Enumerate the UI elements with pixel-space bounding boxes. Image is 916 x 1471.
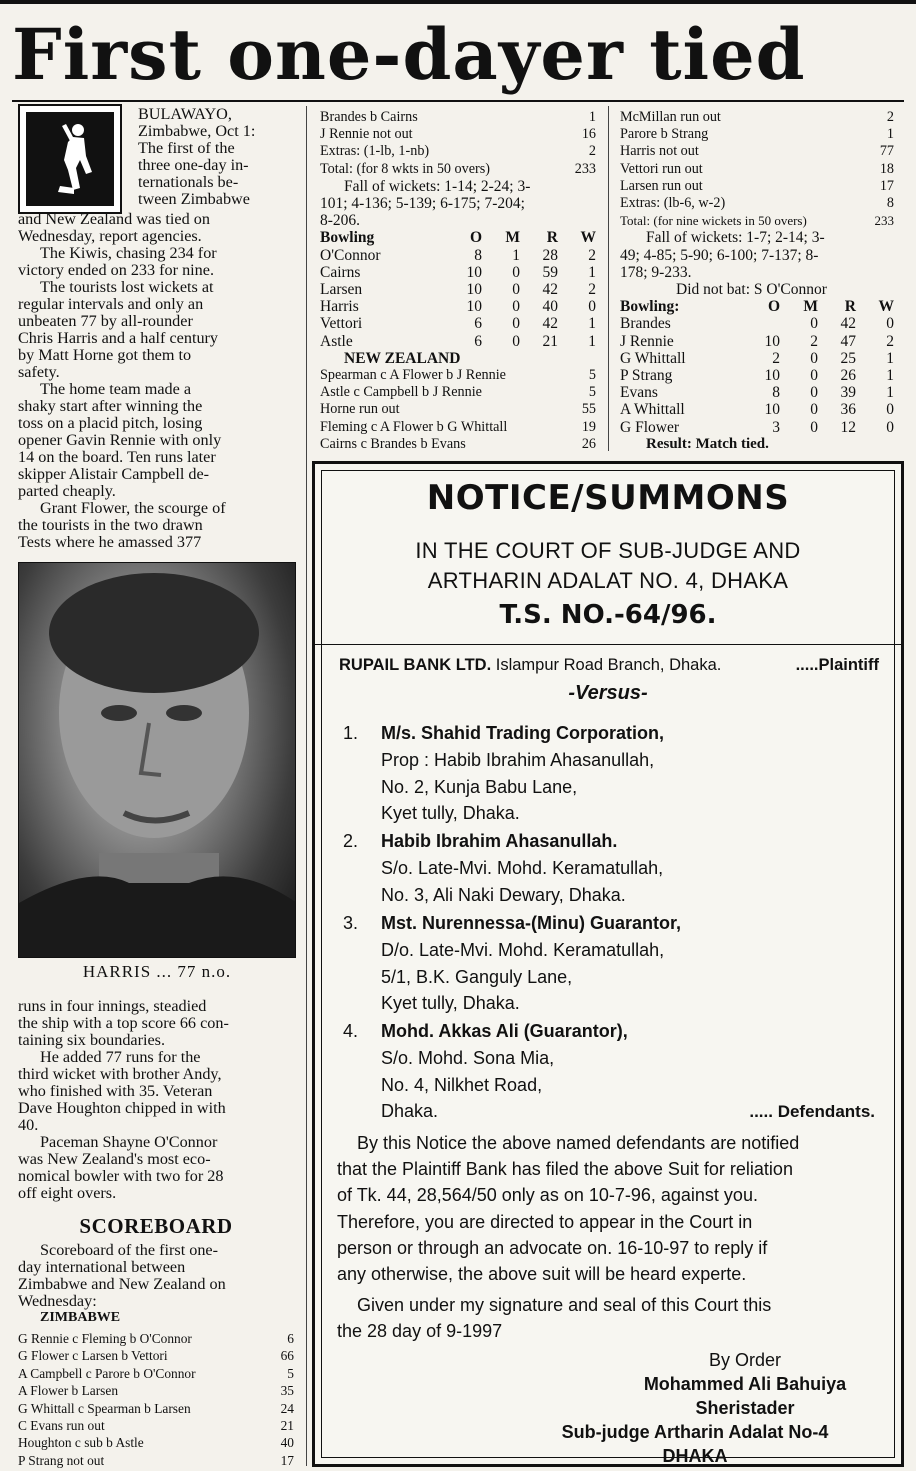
maidens: 2 [810,332,818,350]
batter-runs: 1 [588,109,596,125]
defendant-name: Mohd. Akkas Ali (Guarantor), [381,1021,628,1041]
article-line: He added 77 runs for the [40,1049,201,1066]
plaintiff-address: Islampur Road Branch, Dhaka. [491,656,722,674]
bowling-row [620,333,894,350]
defendant-line: S/o. Late-Mvi. Mohd. Keramatullah, [381,857,664,878]
overs: 6 [474,315,482,333]
article-line: day international between [18,1259,186,1276]
bowler-name: A Whittall [620,401,685,419]
batter-name: McMillan run out [620,109,721,125]
scoreboard-column-2 [320,109,596,453]
given-line: the 28 day of 9-1997 [337,1321,503,1342]
article-line: by Matt Horne got them to [18,347,192,364]
batter-name: Parore b Strang [620,126,709,143]
runs: 40 [542,298,558,316]
article-line: 40. [18,1117,39,1134]
maidens: 0 [512,263,520,281]
notice-body-line: of Tk. 44, 28,564/50 only as on 10-7-96, against you. [337,1185,758,1206]
batting-row [18,1400,294,1417]
signature-block [615,1348,875,1420]
defendant-number: 3. [343,913,359,933]
bowling-row [320,315,596,332]
defendant-number: 4. [343,1021,359,1041]
batter-runs: 21 [280,1418,294,1434]
notice-body-line: Therefore, you are directed to appear in the Court in [337,1211,753,1232]
total-runs: 233 [874,213,894,229]
batter-runs: 2 [886,109,894,125]
fall-of-wickets: Fall of wickets: 1-14; 2-24; 3- [344,177,531,195]
article-line: the ship with a top score 66 con- [18,1015,229,1032]
notice-body-line: person or through an advocate on. 16-10-97 to reply if [337,1237,768,1258]
batter-runs: 35 [280,1383,294,1399]
overs: 2 [772,349,780,367]
article-line: 14 on the board. Ten runs later [18,449,216,466]
maidens: 0 [512,281,520,299]
article-line: regular intervals and only an [18,296,204,313]
batter-name: Harris not out [620,143,699,160]
batter-runs: 1 [886,126,894,143]
bowling-row [320,298,596,315]
defendant-line: No. 3, Ali Naki Dewary, Dhaka. [381,884,626,905]
scoreboard-intro [18,1242,294,1310]
article-line: skipper Alistair Campbell de- [18,466,210,483]
bowling-row [320,247,596,264]
batter-runs: 24 [280,1400,294,1416]
dateline-line: The first of the [138,139,235,157]
notice-divider [315,644,901,645]
dateline-line: Zimbabwe, Oct 1: [138,122,256,140]
runs: 39 [840,384,856,402]
overs: 10 [466,281,482,299]
batter-name: G Whittall c Spearman b Larsen [18,1400,191,1416]
batter-runs: 19 [581,418,596,435]
cricket-logo-box [26,112,114,206]
runs: 42 [542,281,558,299]
batter-runs: 6 [287,1331,294,1346]
batting-row [18,1434,294,1451]
headline-rule [12,100,904,102]
runs: 59 [542,263,558,281]
bowler-name: Evans [620,384,658,402]
defendant-line: S/o. Mohd. Sona Mia, [381,1047,555,1068]
headline: First one-dayer tied [12,13,806,96]
wickets: 1 [588,332,596,350]
runs: 28 [542,246,558,264]
overs: 6 [474,332,482,350]
article-body-top [18,211,294,551]
article-line: taining six boundaries. [18,1032,166,1049]
bowling-row [620,419,894,436]
batting-row [320,419,596,436]
defendant-line: No. 2, Kunja Babu Lane, [381,776,578,797]
bowling-header-row [320,229,596,246]
overs: 10 [466,263,482,281]
bowler-name: Brandes [620,315,671,333]
wickets: 1 [886,384,894,402]
bowling-row [320,264,596,281]
article-line: The tourists lost wickets at [40,279,214,296]
runs: 25 [840,349,856,367]
defendant-number: 1. [343,723,359,743]
maidens: 0 [512,315,520,333]
versus: -Versus- [568,682,648,704]
article-line: Grant Flower, the scourge of [40,500,226,517]
batter-runs: 17 [879,177,894,194]
bowling-row [620,367,894,384]
article-line: third wicket with brother Andy, [18,1066,222,1083]
notice-body-line: any otherwise, the above suit will be heard experte. [337,1264,747,1285]
article-line: Scoreboard of the first one- [40,1242,218,1259]
article-line: parted cheaply. [18,483,116,500]
new-zealand-heading: NEW ZEALAND [344,349,461,367]
extras-runs: 8 [886,195,894,212]
court-name-line-2: ARTHARIN ADALAT NO. 4, DHAKA [427,568,789,593]
defendant-line: Dhaka. [381,1101,439,1122]
case-number: T.S. NO.-64/96. [499,600,717,630]
article-body-bottom [18,998,294,1202]
maidens: 0 [810,349,818,367]
column-divider [306,106,307,1466]
column-divider [608,106,609,451]
dateline-line: three one-day in- [138,156,249,174]
defendant-lines [381,720,881,827]
maidens: 0 [810,384,818,402]
wickets: 1 [588,263,596,281]
bowling-header: W [878,298,894,316]
batter-name: A Campbell c Parore b O'Connor [18,1365,196,1381]
fall-of-wickets: 8-206. [320,212,361,230]
batter-name: Vettori run out [620,160,703,177]
defendant-line: Prop : Habib Ibrahim Ahasanullah, [381,749,655,770]
maidens: 0 [810,367,818,385]
overs: 10 [764,367,780,385]
batter-name: Larsen run out [620,177,703,194]
dateline-line: BULAWAYO, [138,105,232,123]
bowling-header: O [469,229,482,247]
bowler-name: G Whittall [620,349,686,367]
defendant-line: D/o. Late-Mvi. Mohd. Keramatullah, [381,939,665,960]
overs: 10 [466,298,482,316]
batter-name: Cairns c Brandes b Evans [320,435,466,452]
batter-runs: 18 [879,160,894,177]
bowler-name: P Strang [620,367,673,385]
defendants-label: ..... Defendants. [749,1102,875,1121]
zimbabwe-bowling-table [320,229,596,349]
bowling-header: Bowling [320,229,375,247]
runs: 42 [542,315,558,333]
zimbabwe-batting-top [18,1330,294,1469]
batsman-icon [40,120,104,200]
article-line: toss on a placid pitch, losing [18,415,203,432]
batter-runs: 77 [879,143,894,160]
bowling-header: Bowling: [620,298,680,316]
defendant-lines [381,828,881,908]
fall-of-wickets: 49; 4-85; 5-90; 6-100; 7-137; 8- [620,246,819,264]
batter-runs: 5 [588,367,596,384]
bowler-name: J Rennie [620,332,674,350]
fall-of-wickets: 178; 9-233. [620,263,692,281]
runs: 12 [840,418,856,436]
defendant-lines [381,910,881,1017]
defendant-name: M/s. Shahid Trading Corporation, [381,723,665,743]
batter-runs: 55 [581,401,596,418]
plaintiff [339,656,721,675]
bowling-header: R [844,298,856,316]
article-line: and New Zealand was tied on [18,211,210,228]
batting-row [620,178,894,195]
extras: Extras: (lb-6, w-2) [620,195,726,212]
dateline-paragraph [138,106,294,208]
batting-row [320,126,596,143]
wickets: 0 [886,315,894,333]
bowling-header-row [620,298,894,315]
batting-row [320,401,596,418]
runs: 36 [840,401,856,419]
batting-row [320,143,596,160]
article-line: safety. [18,364,60,381]
overs: 8 [772,384,780,402]
notice-title: NOTICE/SUMMONS [426,478,790,518]
defendant-line: No. 4, Nilkhet Road, [381,1074,543,1095]
wickets: 1 [886,367,894,385]
court-notice [312,461,904,1467]
harris-photo [18,562,296,958]
overs: 10 [764,332,780,350]
bowler-name: G Flower [620,418,679,436]
dateline-line: ternationals be- [138,173,239,191]
fall-of-wickets: 101; 4-136; 5-139; 6-175; 7-204; [320,195,525,213]
defendant-line: Kyet tully, Dhaka. [381,803,520,824]
batter-name: J Rennie not out [320,126,413,143]
article-line: The Kiwis, chasing 234 for [40,245,217,262]
notice-given [337,1292,875,1344]
photo-caption: HARRIS ... 77 n.o. [82,962,232,981]
article-line: Chris Harris and a half century [18,330,219,347]
court-city: DHAKA [662,1446,728,1466]
runs: 21 [542,332,558,350]
batting-row [320,436,596,453]
article-line: was New Zealand's most eco- [18,1151,211,1168]
maidens: 0 [810,401,818,419]
total: Total: (for nine wickets in 50 overs) [620,213,807,229]
bowling-row [620,401,894,418]
notice-body-line: that the Plaintiff Bank has filed the above Suit for reliation [337,1159,793,1180]
batting-row [620,109,894,126]
batting-row [620,212,894,229]
batting-row [18,1382,294,1399]
bowling-row [320,281,596,298]
maidens: 0 [512,298,520,316]
batter-name: Houghton c sub b Astle [18,1435,144,1451]
bowler-name: Larsen [320,281,363,299]
batter-name: P Strang not out [18,1452,105,1468]
bowler-name: Harris [320,298,359,316]
article-line: runs in four innings, steadied [18,998,207,1015]
plaintiff-name: RUPAIL BANK LTD. [339,656,492,674]
batter-runs: 5 [588,384,596,401]
article-line: who finished with 35. Veteran [18,1083,213,1100]
wickets: 2 [588,281,596,299]
bowler-name: Vettori [320,315,363,333]
article-line: the tourists in the two drawn [18,517,203,534]
runs: 47 [840,332,856,350]
wickets: 2 [886,332,894,350]
article-line: opener Gavin Rennie with only [18,432,222,449]
batting-row [18,1330,294,1347]
article-line: off eight overs. [18,1185,117,1202]
batter-name: Astle c Campbell b J Rennie [320,384,482,401]
wickets: 1 [588,315,596,333]
article-line: Tests where he amassed 377 [18,534,202,551]
maidens: 1 [512,246,520,264]
bowling-row [620,384,894,401]
bowling-row [620,315,894,332]
maidens: 0 [810,418,818,436]
bowling-row [620,350,894,367]
batter-runs: 40 [280,1435,294,1451]
extras-runs: 2 [588,143,596,160]
article-line: Wednesday, report agencies. [18,228,202,245]
extras: Extras: (1-lb, 1-nb) [320,143,430,160]
batter-runs: 17 [280,1452,294,1468]
maidens: 0 [512,332,520,350]
court-sign: Sub-judge Artharin Adalat No-4 [561,1422,829,1442]
runs: 26 [840,367,856,385]
overs: 8 [474,246,482,264]
wickets: 0 [886,418,894,436]
batter-name: A Flower b Larsen [18,1383,119,1399]
bowling-header: M [505,229,520,247]
batting-row [18,1417,294,1434]
batter-name: G Flower c Larsen b Vettori [18,1348,168,1364]
batting-row [18,1365,294,1382]
article-line: Dave Houghton chipped in with [18,1100,226,1117]
new-zealand-bowling-table [620,298,894,436]
article-line: nomical bowler with two for 28 [18,1168,224,1185]
article-line: Zimbabwe and New Zealand on [18,1276,226,1293]
overs: 3 [772,418,780,436]
batting-row [620,143,894,160]
batting-row [320,367,596,384]
bowling-header: O [767,298,780,316]
batter-runs: 16 [581,126,596,143]
defendant-number: 2. [343,831,359,851]
batter-name: Brandes b Cairns [320,109,418,125]
wickets: 2 [588,246,596,264]
batter-runs: 26 [581,435,596,452]
article-line: victory ended on 233 for nine. [18,262,214,279]
bowling-header: R [546,229,558,247]
match-result: Result: Match tied. [646,435,769,452]
dateline-line: tween Zimbabwe [138,190,250,208]
wickets: 1 [886,349,894,367]
defendant-name: Mst. Nurennessa-(Minu) Guarantor, [381,913,682,933]
cricket-logo [18,104,122,214]
batter-runs: 5 [287,1365,294,1381]
notice-body [337,1130,875,1287]
batter-name: G Rennie c Fleming b O'Connor [18,1331,192,1346]
article-line: Paceman Shayne O'Connor [40,1134,218,1151]
scoreboard-column-3 [620,109,894,453]
did-not-bat: Did not bat: S O'Connor [676,281,827,299]
bowler-name: Cairns [320,263,361,281]
plaintiff-label: .....Plaintiff [795,656,879,674]
total: Total: (for 8 wkts in 50 overs) [320,160,491,177]
article-line: The home team made a [40,381,192,398]
court-signature [515,1420,875,1468]
batter-runs: 66 [280,1348,294,1364]
zimbabwe-heading: ZIMBABWE [40,1310,121,1325]
bowling-header: M [803,298,818,316]
plaintiff-row [339,656,879,675]
court-name-line-1: IN THE COURT OF SUB-JUDGE AND [415,538,801,563]
bowler-name: Astle [320,332,353,350]
batting-row [320,109,596,126]
batting-row [18,1347,294,1364]
runs: 42 [840,315,856,333]
article-line: shaky start after winning the [18,398,203,415]
batting-row [320,384,596,401]
batter-name: C Evans run out [18,1418,105,1434]
batting-row [620,126,894,143]
batter-name: Horne run out [320,401,400,418]
signatory-name: Mohammed Ali Bahuiya [643,1374,847,1394]
fall-of-wickets: Fall of wickets: 1-7; 2-14; 3- [646,229,825,247]
portrait-icon [19,563,296,958]
defendant-name: Habib Ibrahim Ahasanullah. [381,831,618,851]
defendant-line: Kyet tully, Dhaka. [381,993,520,1014]
batting-row [620,161,894,178]
article-line: Wednesday: [18,1293,97,1310]
batter-name: Spearman c A Flower b J Rennie [320,367,506,384]
batting-row [18,1452,294,1469]
given-line: Given under my signature and seal of this Court this [357,1295,772,1315]
overs [742,315,780,332]
wickets: 0 [886,401,894,419]
bowling-row [320,333,596,350]
by-order: By Order [708,1350,782,1370]
article-line: unbeaten 77 by all-rounder [18,313,193,330]
notice-body-line: By this Notice the above named defendants are notified [357,1133,800,1153]
top-rule [0,0,916,4]
batting-row [620,195,894,212]
defendant-line: 5/1, B.K. Ganguly Lane, [381,966,573,987]
total-runs: 233 [574,160,596,177]
scoreboard-title: SCOREBOARD [79,1214,233,1238]
batter-name: Fleming c A Flower b G Whittall [320,418,508,435]
signatory-designation: Sheristader [695,1398,795,1418]
wickets: 0 [588,298,596,316]
batting-row [320,161,596,178]
bowler-name: O'Connor [320,246,381,264]
bowling-header: W [580,229,596,247]
overs: 10 [764,401,780,419]
maidens: 0 [810,315,818,333]
